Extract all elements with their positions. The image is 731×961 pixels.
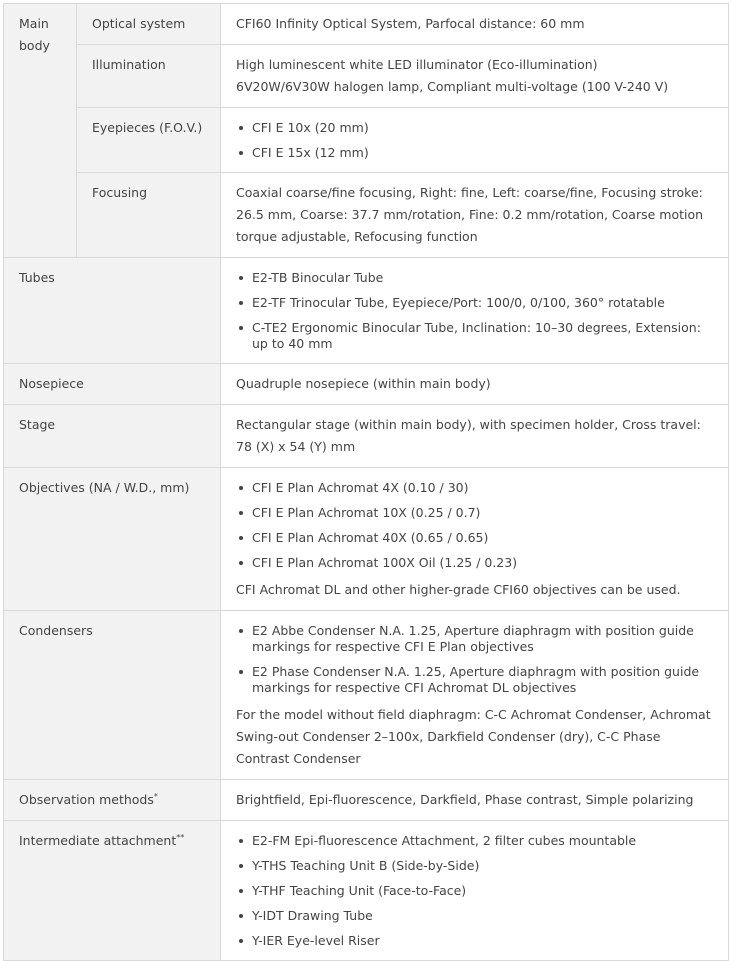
label-intermediate-attachment [4,821,221,961]
spec-row-observation-methods [4,780,729,821]
condensers-note: For the model without field diaphragm: C-C Achromat Condenser, Achromat Swing-out Condenser 2–100x, Darkfield Condenser (dry), C-C Phase Contrast Condenser [236,707,711,766]
value-tubes [221,258,729,364]
intermediate-list [236,833,713,949]
spec-row-condensers [4,611,729,780]
footnote-mark: * [153,791,158,801]
spec-row-optical-system [4,4,729,45]
objectives-list [236,480,713,571]
label-stage: Stage [4,405,221,468]
label-optical-system: Optical system [77,4,221,45]
list-item: CFI E 10x (20 mm) [252,120,713,136]
illumination-line: 6V20W/6V30W halogen lamp, Compliant multi-voltage (100 V-240 V) [236,79,669,94]
list-item: CFI E Plan Achromat 100X Oil (1.25 / 0.23) [252,555,713,571]
list-item: E2-FM Epi-fluorescence Attachment, 2 filter cubes mountable [252,833,713,849]
label-objectives: Objectives (NA / W.D., mm) [4,468,221,611]
objectives-note: CFI Achromat DL and other higher-grade CFI60 objectives can be used. [236,582,681,597]
spec-row-tubes [4,258,729,364]
value-optical-system: CFI60 Infinity Optical System, Parfocal distance: 60 mm [221,4,729,45]
value-illumination [221,45,729,108]
label-condensers: Condensers [4,611,221,780]
spec-row-focusing [4,173,729,258]
list-item: Y-THF Teaching Unit (Face-to-Face) [252,883,713,899]
label-focusing: Focusing [77,173,221,258]
value-eyepieces [221,108,729,173]
value-observation-methods: Brightfield, Epi-fluorescence, Darkfield, Phase contrast, Simple polarizing [221,780,729,821]
list-item: CFI E 15x (12 mm) [252,145,713,161]
list-item: E2-TB Binocular Tube [252,270,713,286]
value-stage: Rectangular stage (within main body), with specimen holder, Cross travel: 78 (X) x 54 (Y) mm [221,405,729,468]
spec-row-illumination [4,45,729,108]
eyepieces-list [236,120,713,161]
spec-row-intermediate-attachment [4,821,729,961]
label-observation-methods [4,780,221,821]
list-item: Y-IER Eye-level Riser [252,933,713,949]
footnote-mark: ** [176,832,185,842]
spec-row-eyepieces [4,108,729,173]
intermediate-label-text: Intermediate attachment [19,833,177,848]
tubes-list [236,270,713,352]
spec-table [3,3,729,961]
value-focusing: Coaxial coarse/fine focusing, Right: fine, Left: coarse/fine, Focusing stroke: 26.5 mm, Coarse: 37.7 mm/rotation, Fine: 0.2 mm/rotation, Coarse motion torque adjustable, Refocusing function [221,173,729,258]
list-item: CFI E Plan Achromat 40X (0.65 / 0.65) [252,530,713,546]
category-main-body: Main body [4,4,77,258]
spec-row-stage [4,405,729,468]
condensers-list [236,623,713,696]
value-intermediate-attachment [221,821,729,961]
value-condensers [221,611,729,780]
value-nosepiece: Quadruple nosepiece (within main body) [221,364,729,405]
label-illumination: Illumination [77,45,221,108]
spec-row-nosepiece [4,364,729,405]
label-tubes: Tubes [4,258,221,364]
list-item: Y-IDT Drawing Tube [252,908,713,924]
observation-label-text: Observation methods [19,792,154,807]
label-eyepieces: Eyepieces (F.O.V.) [77,108,221,173]
list-item: E2-TF Trinocular Tube, Eyepiece/Port: 100/0, 0/100, 360° rotatable [252,295,713,311]
list-item: CFI E Plan Achromat 4X (0.10 / 30) [252,480,713,496]
list-item: CFI E Plan Achromat 10X (0.25 / 0.7) [252,505,713,521]
list-item: C-TE2 Ergonomic Binocular Tube, Inclination: 10–30 degrees, Extension: up to 40 mm [252,320,713,352]
value-objectives [221,468,729,611]
spec-row-objectives [4,468,729,611]
list-item: E2 Abbe Condenser N.A. 1.25, Aperture diaphragm with position guide markings for respective CFI E Plan objectives [252,623,713,655]
list-item: Y-THS Teaching Unit B (Side-by-Side) [252,858,713,874]
illumination-line: High luminescent white LED illuminator (Eco-illumination) [236,57,598,72]
list-item: E2 Phase Condenser N.A. 1.25, Aperture diaphragm with position guide markings for respective CFI Achromat DL objectives [252,664,713,696]
label-nosepiece: Nosepiece [4,364,221,405]
